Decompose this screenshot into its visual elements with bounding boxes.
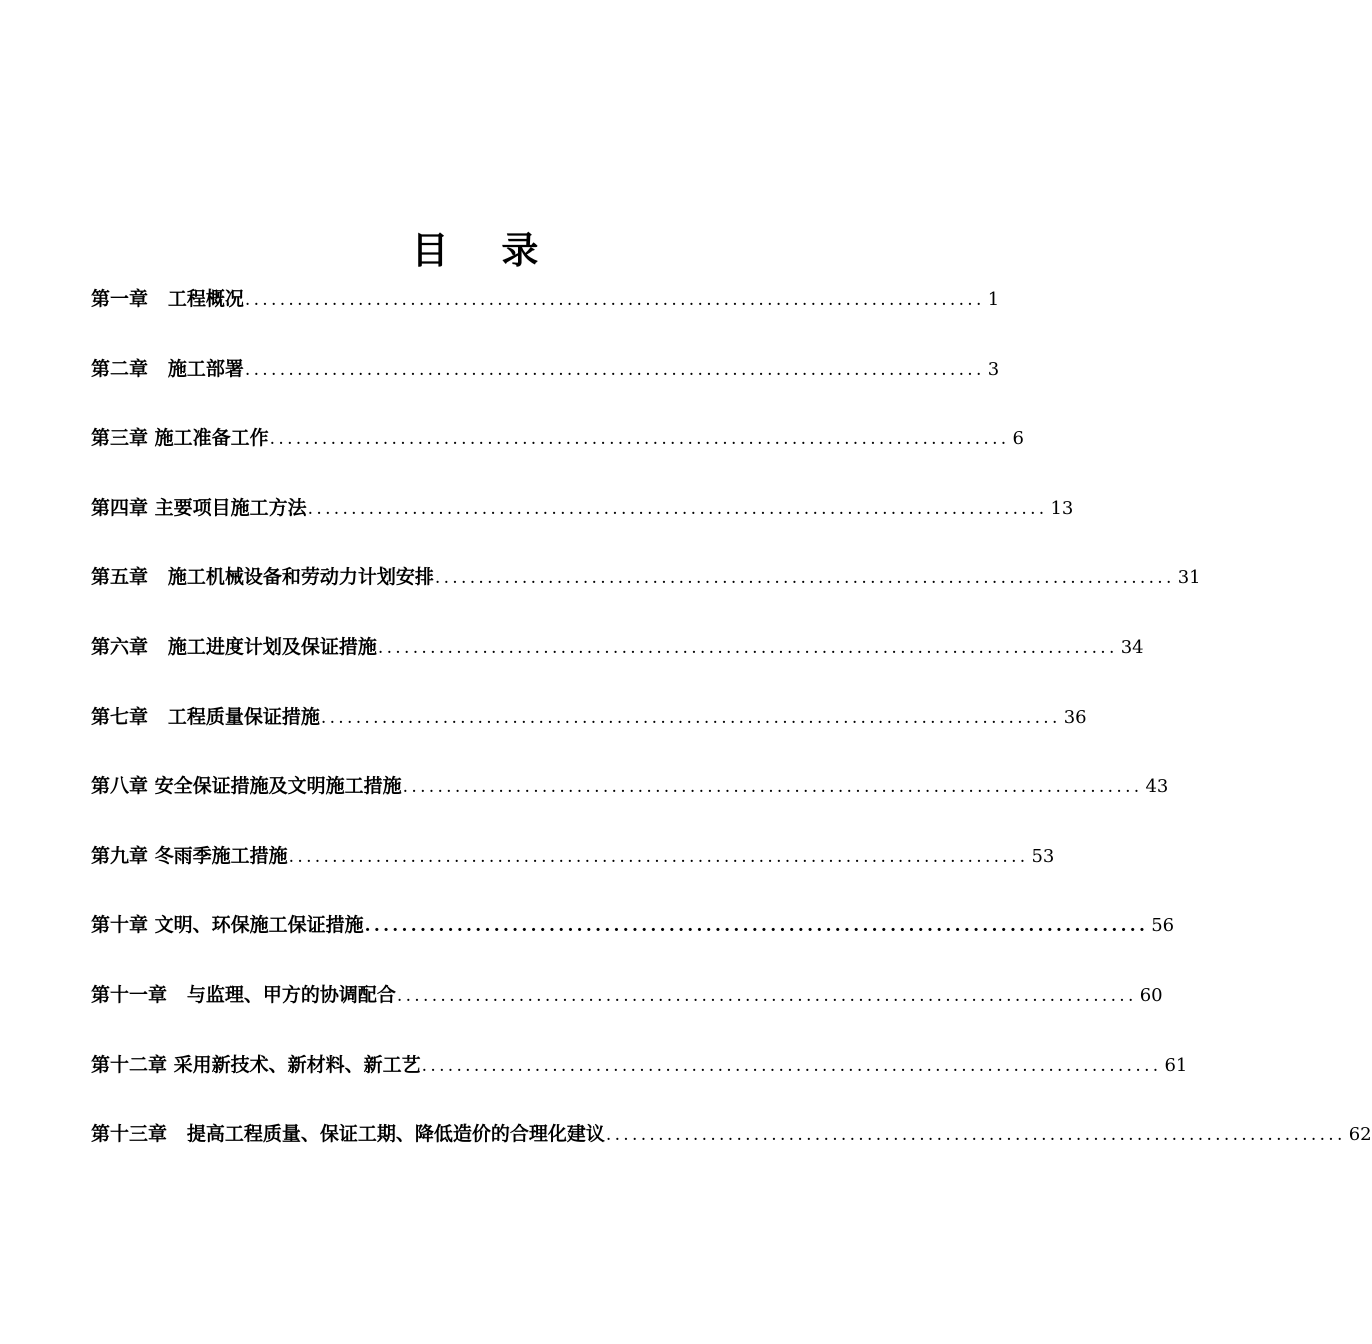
chapter-gap — [167, 984, 187, 1006]
page-number: 13 — [1050, 497, 1074, 519]
toc-title: 目 录 — [411, 229, 559, 272]
chapter-title: 施工进度计划及保证措施 — [167, 635, 377, 658]
toc-entry-8[interactable] — [91, 764, 1169, 834]
chapter-gap — [148, 914, 155, 936]
dot-leader: ..................................................................................... — [421, 1055, 1162, 1076]
chapter-number: 第十二章 — [91, 1053, 168, 1076]
page-number: 34 — [1120, 636, 1144, 658]
chapter-gap — [148, 706, 168, 728]
chapter-gap — [148, 358, 168, 380]
chapter-title: 提高工程质量、保证工期、降低造价的合理化建议 — [186, 1123, 605, 1146]
chapter-title: 工程概况 — [167, 288, 244, 310]
toc-entry-7[interactable] — [91, 695, 1087, 765]
chapter-gap — [148, 636, 168, 658]
dot-leader: ..................................................................................... — [320, 707, 1061, 728]
page-number: 60 — [1139, 984, 1163, 1006]
toc-entry-2[interactable] — [91, 347, 1000, 417]
chapter-number: 第十一章 — [91, 983, 168, 1006]
toc-entry-1[interactable] — [91, 277, 1000, 347]
dot-leader: ..................................................................................... — [244, 359, 985, 380]
chapter-gap — [148, 427, 155, 449]
page-number: 3 — [987, 358, 1000, 380]
chapter-number: 第二章 — [91, 357, 149, 380]
toc-entry-4[interactable] — [91, 486, 1074, 556]
chapter-number: 第九章 — [91, 844, 149, 867]
toc-entry-6[interactable] — [91, 625, 1144, 695]
page-number: 62 — [1348, 1124, 1372, 1146]
page-number: 61 — [1164, 1054, 1188, 1076]
dot-leader: ..................................................................................... — [402, 777, 1143, 798]
page-number: 56 — [1151, 915, 1175, 937]
chapter-title: 施工机械设备和劳动力计划安排 — [167, 566, 434, 589]
chapter-title: 安全保证措施及文明施工措施 — [154, 775, 402, 798]
chapter-number: 第八章 — [91, 775, 149, 798]
page-number: 31 — [1177, 567, 1201, 589]
chapter-title: 施工准备工作 — [154, 427, 269, 450]
dot-leader: ..................................................................................... — [605, 1125, 1346, 1146]
toc-entry-11[interactable] — [91, 973, 1163, 1043]
page-number: 1 — [987, 289, 1000, 310]
chapter-number: 第三章 — [91, 427, 149, 450]
chapter-number: 第一章 — [91, 288, 149, 310]
chapter-number: 第七章 — [91, 705, 149, 728]
chapter-gap — [167, 1123, 187, 1145]
toc-list — [91, 277, 1372, 1182]
chapter-title: 冬雨季施工措施 — [154, 844, 288, 867]
dot-leader: ..................................................................................... — [244, 290, 985, 310]
dot-leader: ..................................................................................... — [288, 846, 1029, 867]
chapter-number: 第十章 — [91, 914, 149, 937]
chapter-gap — [148, 845, 155, 867]
page-number: 6 — [1012, 428, 1024, 450]
chapter-title: 与监理、甲方的协调配合 — [186, 983, 396, 1006]
dot-leader: ..................................................................................... — [377, 637, 1118, 658]
toc-entry-13[interactable] — [91, 1112, 1372, 1182]
page-number: 36 — [1063, 706, 1087, 728]
toc-entry-9[interactable] — [91, 834, 1055, 904]
chapter-gap — [148, 566, 168, 588]
dot-leader: ..................................................................................... — [396, 985, 1137, 1006]
toc-entry-12[interactable] — [91, 1043, 1188, 1113]
dot-leader: ..................................................................................... — [434, 568, 1175, 589]
toc-entry-10[interactable] — [91, 903, 1175, 973]
dot-leader: ..................................................................................... — [307, 498, 1048, 519]
toc-entry-3[interactable] — [91, 416, 1024, 486]
page-number: 53 — [1031, 845, 1055, 867]
page-number: 43 — [1145, 776, 1169, 798]
toc-entry-5[interactable] — [91, 555, 1201, 625]
dot-leader: ..................................................................................... — [364, 916, 1149, 937]
chapter-title: 主要项目施工方法 — [154, 496, 307, 519]
chapter-title: 文明、环保施工保证措施 — [154, 914, 364, 937]
chapter-gap — [148, 497, 155, 519]
chapter-number: 第五章 — [91, 566, 149, 589]
chapter-title: 施工部署 — [167, 357, 244, 380]
chapter-title: 工程质量保证措施 — [167, 705, 320, 728]
dot-leader: ..................................................................................... — [269, 429, 1010, 450]
chapter-number: 第四章 — [91, 496, 149, 519]
chapter-gap — [167, 1054, 174, 1076]
chapter-title: 采用新技术、新材料、新工艺 — [173, 1053, 421, 1076]
chapter-gap — [148, 775, 155, 797]
chapter-number: 第六章 — [91, 635, 149, 658]
chapter-gap — [148, 288, 168, 310]
chapter-number: 第十三章 — [91, 1123, 168, 1146]
